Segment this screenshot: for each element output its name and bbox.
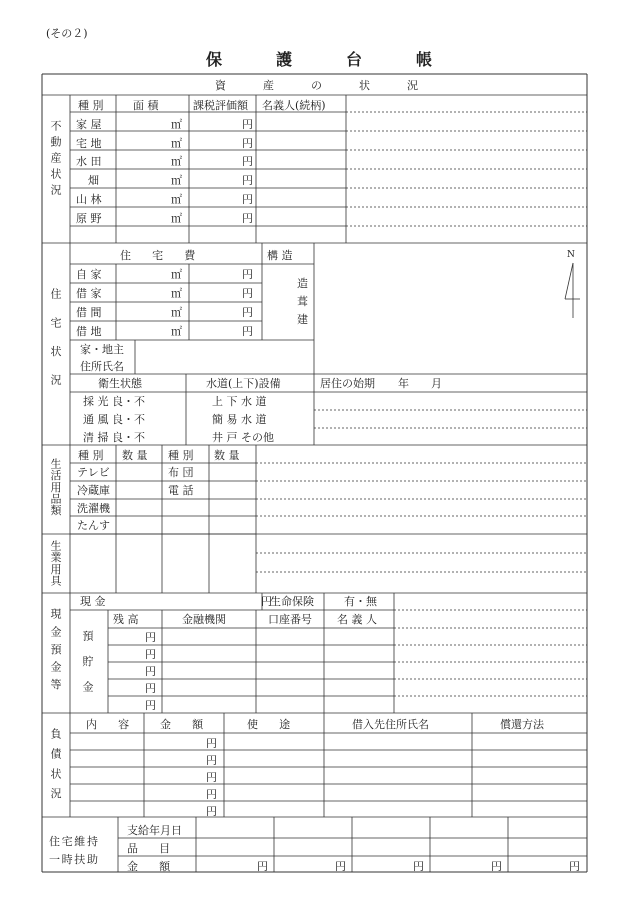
asset-row-wild: 原 野 [76, 212, 102, 225]
savings-col-holder: 名 義 人 [337, 613, 377, 626]
unit-yen: 円 [242, 268, 253, 281]
title-char-2: 護 [276, 50, 293, 69]
unit-yen: 円 [242, 193, 253, 206]
goods-col-qty-2: 数 量 [214, 449, 240, 462]
unit-yen: 円 [145, 699, 156, 712]
unit-yen: 円 [242, 137, 253, 150]
unit-yen: 円 [242, 325, 253, 338]
housing-row-own: 自 家 [76, 268, 102, 281]
unit-sqm: ㎡ [171, 287, 182, 300]
unit-sqm: ㎡ [171, 212, 182, 225]
goods-col-type-2: 種 別 [168, 449, 194, 462]
unit-sqm: ㎡ [171, 118, 182, 131]
unit-yen: 円 [145, 665, 156, 678]
housing-aid-label-2: 一時扶助 [49, 853, 100, 866]
title-char-3: 台 [346, 50, 363, 69]
unit-yen: 円 [145, 631, 156, 644]
unit-yen: 円 [335, 860, 346, 873]
housing-row-rent-land: 借 地 [76, 325, 102, 338]
savings-col-balance: 残 高 [113, 613, 139, 626]
unit-yen: 円 [569, 860, 580, 873]
housing-aid-date: 支給年月日 [127, 824, 182, 837]
water-well: 井 戸 その他 [212, 431, 274, 444]
sanitation-cleaning: 清 掃 良・不 [83, 431, 145, 444]
goods-tv: テレビ [77, 466, 110, 479]
residence-start-label: 居住の始期 [320, 377, 375, 390]
landlord-label-2: 住所氏名 [80, 360, 124, 373]
unit-yen: 円 [242, 212, 253, 225]
unit-sqm: ㎡ [171, 174, 182, 187]
savings-col-bank: 金融機関 [182, 613, 226, 626]
north-label: N [567, 250, 575, 260]
assets-col-owner: 名義人(続柄) [262, 99, 326, 112]
housing-aid-label-1: 住宅維持 [49, 835, 100, 848]
unit-yen: 円 [242, 174, 253, 187]
asset-row-house: 家 屋 [76, 118, 102, 131]
assets-heading-4: 状 [359, 79, 370, 92]
housing-cost-heading: 住 宅 費 [120, 249, 204, 262]
savings-side-label: 預貯金 [81, 630, 94, 706]
residence-year-label: 年 [398, 377, 409, 390]
debt-col-content: 内 容 [86, 718, 138, 731]
unit-sqm: ㎡ [171, 155, 182, 168]
page-number: (その２) [46, 27, 88, 40]
housing-aid-amount: 金 額 [127, 860, 179, 873]
goods-washer: 洗濯機 [77, 502, 110, 515]
real-estate-side-label: 不動産状況 [49, 120, 62, 200]
water-label: 水道(上下)設備 [206, 377, 281, 390]
housing-row-rent-house: 借 家 [76, 287, 102, 300]
housing-row-rent-room: 借 間 [76, 306, 102, 319]
title-char-4: 帳 [416, 50, 433, 69]
sanitation-light: 採 光 良・不 [83, 395, 145, 408]
unit-sqm: ㎡ [171, 325, 182, 338]
assets-col-type: 種 別 [78, 99, 104, 112]
asset-row-paddy: 水 田 [76, 155, 102, 168]
water-simple: 簡 易 水 道 [212, 413, 267, 426]
unit-yen: 円 [206, 754, 217, 767]
cash-side-label: 現金預金等 [49, 608, 62, 696]
structure-zo: 造 [297, 277, 308, 290]
life-insurance-label: 生命保険 [270, 595, 314, 608]
unit-yen: 円 [206, 771, 217, 784]
asset-row-land: 宅 地 [76, 137, 102, 150]
goods-futon: 布 団 [168, 466, 194, 479]
unit-yen: 円 [491, 860, 502, 873]
goods-fridge: 冷蔵庫 [77, 484, 110, 497]
debt-col-use: 使 途 [247, 718, 299, 731]
structure-date: 建 [297, 313, 308, 326]
debt-side-label: 負債状況 [49, 728, 62, 808]
unit-yen: 円 [242, 306, 253, 319]
debt-col-lender: 借入先住所氏名 [352, 718, 429, 731]
grid-line [565, 263, 573, 299]
assets-heading-1: 資 [215, 79, 226, 92]
assets-heading-3: の [311, 79, 322, 92]
structure-label: 構 造 [267, 249, 293, 262]
title-char-1: 保 [206, 50, 223, 69]
sanitation-label: 衛生状態 [98, 377, 142, 390]
unit-sqm: ㎡ [171, 193, 182, 206]
housing-aid-item: 品 目 [127, 842, 179, 855]
unit-sqm: ㎡ [171, 306, 182, 319]
unit-yen: 円 [261, 595, 272, 608]
unit-yen: 円 [206, 805, 217, 818]
goods-chest: たんす [77, 519, 110, 532]
unit-yen: 円 [242, 118, 253, 131]
unit-yen: 円 [206, 737, 217, 750]
goods-col-type-1: 種 別 [78, 449, 104, 462]
work-tools-side-label: 生業用具 [49, 540, 62, 587]
debt-col-amount: 金 額 [160, 718, 212, 731]
unit-yen: 円 [206, 788, 217, 801]
assets-col-area: 面 積 [133, 99, 159, 112]
sanitation-ventilation: 通 風 良・不 [83, 413, 145, 426]
landlord-label-1: 家・地主 [80, 343, 124, 356]
structure-buki: 葺 [297, 295, 308, 308]
debt-col-repayment: 償還方法 [500, 718, 544, 731]
assets-heading-2: 産 [263, 79, 274, 92]
unit-yen: 円 [145, 648, 156, 661]
unit-sqm: ㎡ [171, 137, 182, 150]
unit-yen: 円 [413, 860, 424, 873]
cash-label: 現 金 [80, 595, 106, 608]
goods-phone: 電 話 [168, 484, 194, 497]
life-insurance-value: 有・無 [344, 595, 377, 608]
assets-col-tax: 課税評価額 [193, 99, 248, 112]
unit-yen: 円 [242, 155, 253, 168]
housing-side-label: 住宅状況 [49, 288, 62, 403]
asset-row-forest: 山 林 [76, 193, 102, 206]
asset-row-field: 畑 [88, 174, 99, 187]
savings-col-account: 口座番号 [268, 613, 312, 626]
water-sewer: 上 下 水 道 [212, 395, 267, 408]
unit-yen: 円 [257, 860, 268, 873]
unit-sqm: ㎡ [171, 268, 182, 281]
unit-yen: 円 [145, 682, 156, 695]
goods-side-label: 生活用品類 [49, 458, 62, 516]
residence-month-label: 月 [431, 377, 442, 390]
assets-heading-5: 況 [407, 79, 418, 92]
goods-col-qty-1: 数 量 [122, 449, 148, 462]
unit-yen: 円 [242, 287, 253, 300]
